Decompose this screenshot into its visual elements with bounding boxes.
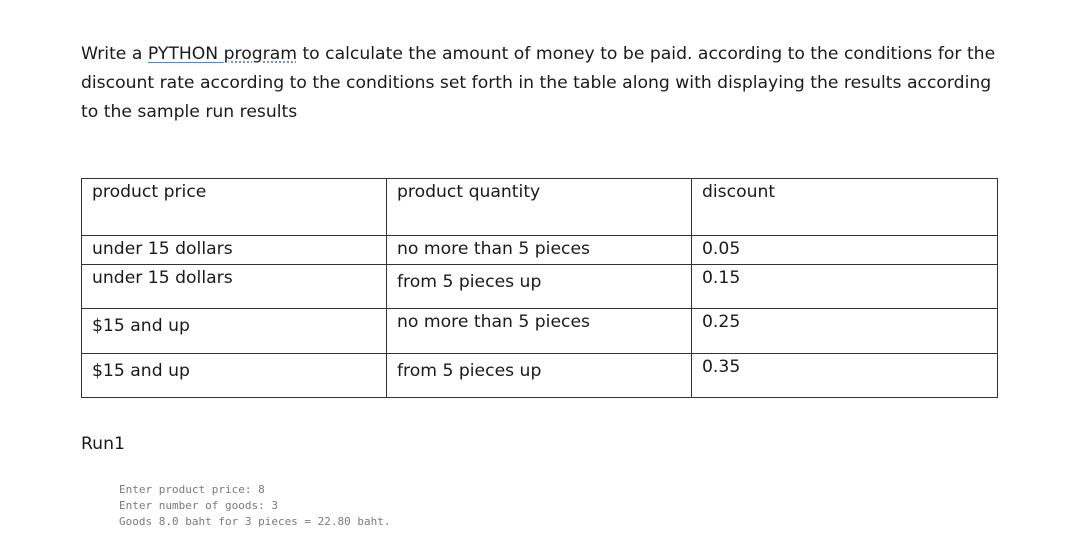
header-product-price: product price	[82, 179, 387, 236]
console-line: Goods 8.0 baht for 3 pieces = 22.80 baht.	[119, 515, 391, 528]
table-cell: 0.25	[692, 309, 998, 354]
table-cell: under 15 dollars	[82, 265, 387, 309]
table-cell: $15 and up	[82, 309, 387, 354]
program-link[interactable]: program	[223, 44, 297, 64]
header-discount: discount	[692, 179, 998, 236]
instructions-paragraph	[81, 40, 1011, 127]
table-cell: under 15 dollars	[82, 236, 387, 265]
instructions-text-start: Write a	[81, 44, 148, 64]
table-cell: 0.35	[692, 354, 998, 398]
table-cell: $15 and up	[82, 354, 387, 398]
run-label: Run1	[81, 434, 125, 454]
discount-table	[81, 178, 998, 398]
sample-run-output	[119, 482, 391, 530]
python-link[interactable]: PYTHON	[147, 44, 219, 64]
console-line: Enter product price: 8	[119, 483, 265, 496]
instructions-text-rest: to calculate the amount of money to be paid. according to the conditions for the discount rate according to the conditions set forth in the table along with displaying the results according to the sample run results	[81, 44, 996, 122]
table-row	[82, 236, 998, 265]
table-cell: 0.05	[692, 236, 998, 265]
table-cell: no more than 5 pieces	[387, 309, 692, 354]
table-cell: no more than 5 pieces	[387, 236, 692, 265]
table-row	[82, 354, 998, 398]
table-cell: from 5 pieces up	[387, 265, 692, 309]
console-line: Enter number of goods: 3	[119, 499, 278, 512]
header-product-quantity: product quantity	[387, 179, 692, 236]
table-row	[82, 309, 998, 354]
table-cell: from 5 pieces up	[387, 354, 692, 398]
table-cell: 0.15	[692, 265, 998, 309]
table-header-row	[82, 179, 998, 236]
table-row	[82, 265, 998, 309]
